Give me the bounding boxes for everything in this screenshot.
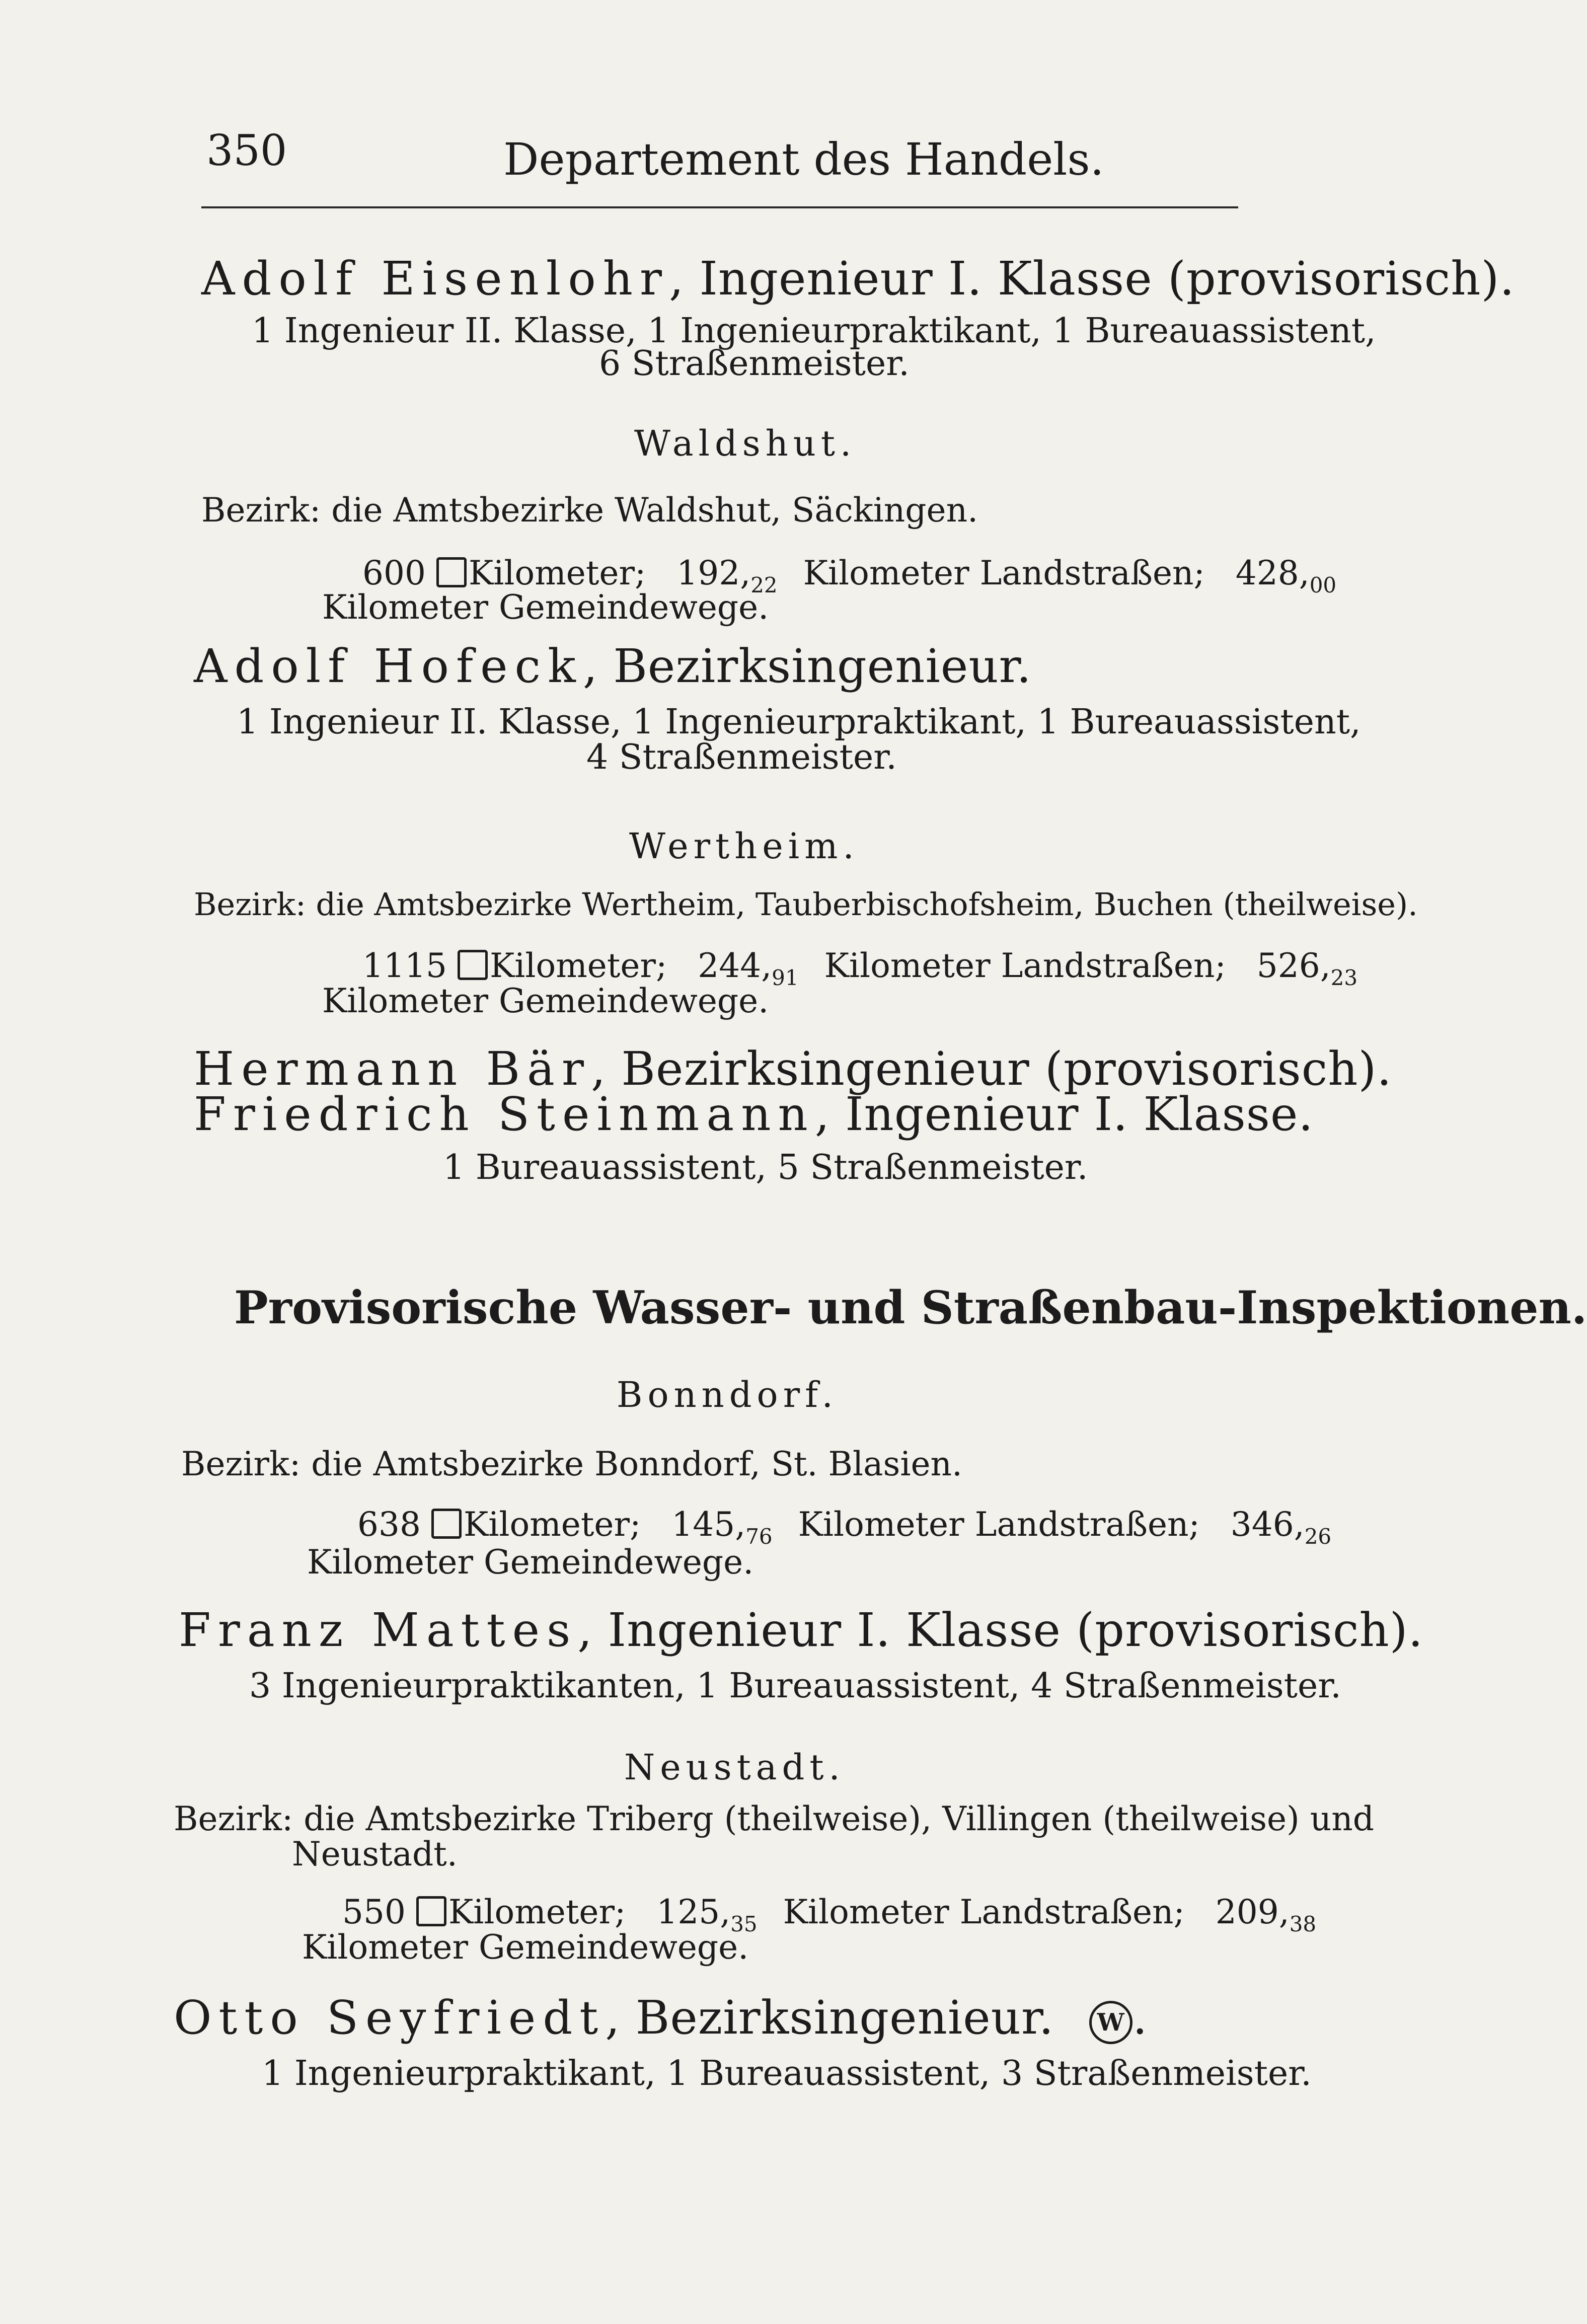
person-role: , Ingenieur I. Klasse (provisorisch). (577, 1603, 1423, 1657)
staff-line: 1 Bureauassistent, 5 Straßenmeister. (443, 1148, 1088, 1187)
area-unit: Kilometer; (468, 554, 646, 592)
municipal-km-value: 428, (1235, 554, 1310, 592)
entry-mattes (179, 1603, 1423, 1657)
person-role: , Bezirksingenieur. (605, 1991, 1054, 2045)
header-rule (201, 206, 1238, 208)
road-km-value: 125, (656, 1893, 731, 1931)
municipal-km-value: 209, (1215, 1893, 1290, 1931)
square-symbol (431, 1509, 462, 1539)
road-km-label: Kilometer Landstraßen; (824, 946, 1226, 985)
staff-line: 1 Ingenieur II. Klasse, 1 Ingenieurpraktikant, 1 Bureauassistent, (252, 311, 1376, 351)
person-name: Adolf Eisenlohr (201, 252, 669, 306)
road-km-value: 145, (671, 1505, 746, 1544)
municipal-km-label: Kilometer Gemeindewege. (322, 982, 769, 1020)
district-bezirk-continued: Neustadt. (292, 1835, 458, 1873)
person-name: Franz Mattes (179, 1603, 578, 1657)
district-bezirk: Bezirk: die Amtsbezirke Bonndorf, St. Blasien. (181, 1445, 962, 1483)
square-symbol (458, 950, 488, 980)
staff-line: 6 Straßenmeister. (599, 344, 910, 384)
district-heading: Wertheim. (629, 826, 859, 867)
area-unit: Kilometer; (489, 946, 667, 985)
entry-steinmann (194, 1087, 1314, 1141)
page-number: 350 (206, 126, 287, 175)
entry-seyfriedt (174, 1991, 1148, 2045)
district-bezirk: Bezirk: die Amtsbezirke Wertheim, Tauberbischofsheim, Buchen (theilweise). (194, 886, 1418, 923)
area-value: 600 (362, 554, 426, 592)
person-role: , Bezirksingenieur (provisorisch). (590, 1042, 1392, 1096)
municipal-km-label: Kilometer Gemeindewege. (307, 1543, 754, 1582)
circled-w-symbol: W (1089, 2001, 1132, 2044)
municipal-km-label: Kilometer Gemeindewege. (322, 588, 769, 627)
road-km-decimal: 91 (772, 965, 799, 990)
person-role: , Ingenieur I. Klasse (provisorisch). (668, 252, 1515, 306)
municipal-km-decimal: 26 (1304, 1524, 1332, 1549)
municipal-km-decimal: 38 (1289, 1912, 1317, 1936)
entry-hofeck (194, 639, 1032, 693)
road-km-decimal: 35 (730, 1912, 758, 1936)
person-role: , Ingenieur I. Klasse. (814, 1087, 1314, 1141)
square-symbol (416, 1896, 446, 1926)
person-name: Hermann Bär (194, 1042, 591, 1096)
area-unit: Kilometer; (448, 1893, 626, 1931)
staff-line: 4 Straßenmeister. (586, 737, 897, 777)
section-heading: Provisorische Wasser- und Straßenbau-Inspektionen. (234, 1281, 1587, 1334)
trailing-period: . (1132, 1991, 1148, 2045)
municipal-km-value: 526, (1256, 946, 1331, 985)
road-km-decimal: 22 (750, 573, 778, 597)
person-name: Adolf Hofeck (194, 639, 583, 693)
municipal-km-label: Kilometer Gemeindewege. (302, 1928, 749, 1967)
running-header-title: Departement des Handels. (503, 133, 1104, 185)
person-role: , Bezirksingenieur. (582, 639, 1032, 693)
staff-line: 3 Ingenieurpraktikanten, 1 Bureauassistent, 4 Straßenmeister. (249, 1666, 1341, 1706)
area-unit: Kilometer; (463, 1505, 641, 1544)
area-value: 550 (342, 1893, 406, 1931)
district-statistics (357, 1505, 1331, 1549)
area-value: 638 (357, 1505, 421, 1544)
person-name: Otto Seyfriedt (174, 1991, 606, 2045)
municipal-km-decimal: 23 (1330, 965, 1358, 990)
district-bezirk: Bezirk: die Amtsbezirke Triberg (theilweise), Villingen (theilweise) und (174, 1800, 1374, 1838)
staff-line: 1 Ingenieurpraktikant, 1 Bureauassistent, 3 Straßenmeister. (262, 2054, 1312, 2093)
area-value: 1115 (362, 946, 447, 985)
road-km-label: Kilometer Landstraßen; (783, 1893, 1185, 1931)
person-name: Friedrich Steinmann (194, 1087, 815, 1141)
district-heading: Waldshut. (634, 423, 857, 464)
road-km-label: Kilometer Landstraßen; (803, 554, 1205, 592)
road-km-value: 192, (676, 554, 751, 592)
road-km-decimal: 76 (745, 1524, 773, 1549)
municipal-km-value: 346, (1230, 1505, 1305, 1544)
district-heading: Bonndorf. (617, 1374, 838, 1415)
district-heading: Neustadt. (624, 1747, 845, 1788)
staff-line: 1 Ingenieur II. Klasse, 1 Ingenieurpraktikant, 1 Bureauassistent, (237, 702, 1361, 742)
road-km-value: 244, (698, 946, 772, 985)
district-bezirk: Bezirk: die Amtsbezirke Waldshut, Säckingen. (201, 491, 978, 530)
entry-eisenlohr (201, 252, 1515, 306)
square-symbol (436, 557, 467, 587)
municipal-km-decimal: 00 (1309, 573, 1337, 597)
road-km-label: Kilometer Landstraßen; (798, 1505, 1200, 1544)
